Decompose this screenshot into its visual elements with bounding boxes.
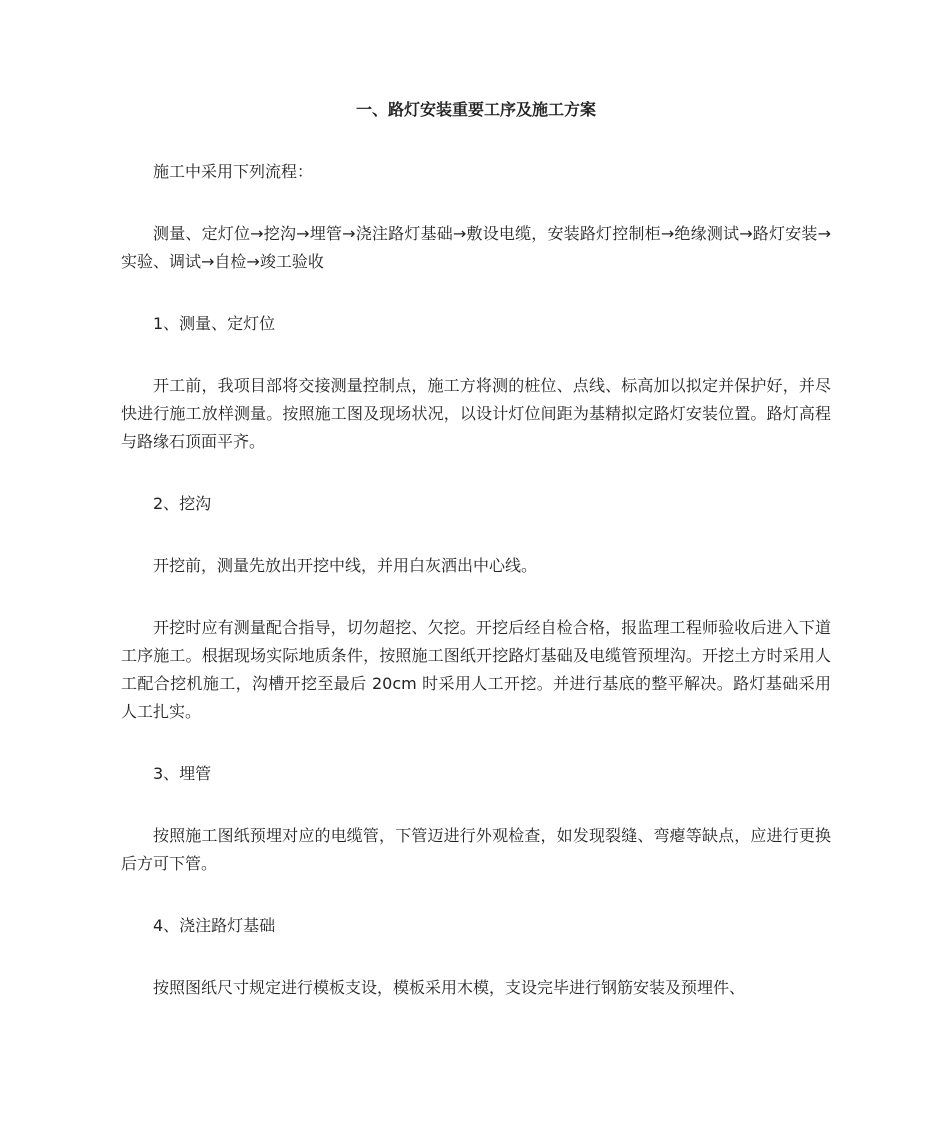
section-heading-survey: 1、测量、定灯位 bbox=[153, 314, 276, 333]
paragraph-intro: 施工中采用下列流程： bbox=[153, 162, 314, 181]
document-page bbox=[121, 96, 831, 1036]
paragraph-trench-1: 开挖前，测量先放出开挖中线，并用白灰洒出中心线。 bbox=[153, 556, 538, 575]
paragraph-workflow: 测量、定灯位→挖沟→埋管→浇注路灯基础→敷设电缆，安装路灯控制柜→绝缘测试→路灯安装→实验、调试→自检→竣工验收 bbox=[121, 224, 831, 271]
section-heading-foundation: 4、浇注路灯基础 bbox=[153, 916, 276, 935]
section-heading-pipe: 3、埋管 bbox=[153, 764, 212, 783]
section-heading-trench: 2、挖沟 bbox=[153, 494, 212, 513]
paragraph-foundation: 按照图纸尺寸规定进行模板支设，模板采用木模，支设完毕进行钢筋安装及预埋件、 bbox=[153, 978, 746, 997]
paragraph-trench-2: 开挖时应有测量配合指导，切勿超挖、欠挖。开挖后经自检合格，报监理工程师验收后进入下道工序施工。根据现场实际地质条件，按照施工图纸开挖路灯基础及电缆管预埋沟。开挖土方时采用人工配合挖机施工，沟槽开挖至最后 20cm 时采用人工开挖。并进行基底的整平解决。路灯基础采用人工扎实。 bbox=[121, 618, 831, 721]
paragraph-pipe: 按照施工图纸预埋对应的电缆管，下管迈进行外观检查，如发现裂缝、弯瘪等缺点，应进行更换后方可下管。 bbox=[121, 826, 831, 873]
paragraph-survey: 开工前，我项目部将交接测量控制点，施工方将测的桩位、点线、标高加以拟定并保护好，并尽快进行施工放样测量。按照施工图及现场状况，以设计灯位间距为基精拟定路灯安装位置。路灯高程与路缘石顶面平齐。 bbox=[121, 376, 831, 451]
document-title: 一、路灯安装重要工序及施工方案 bbox=[355, 100, 596, 119]
